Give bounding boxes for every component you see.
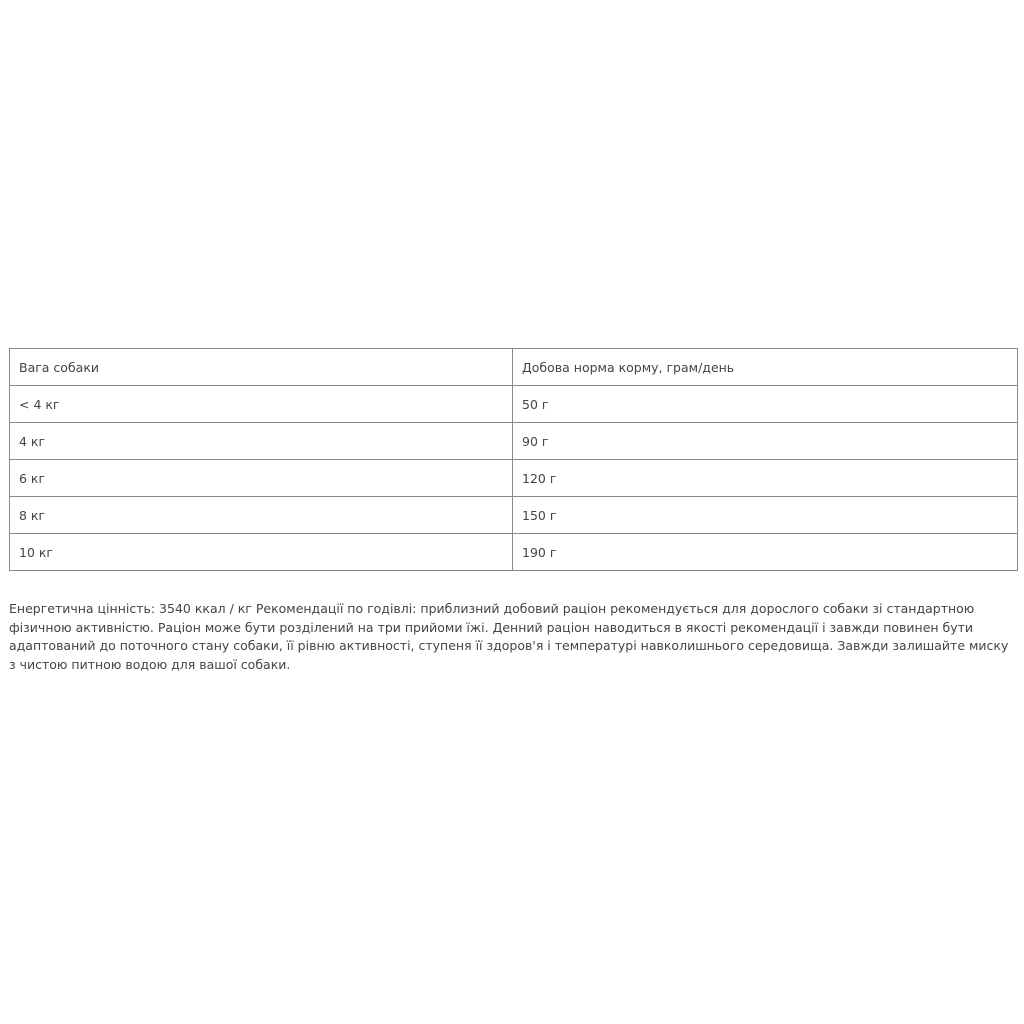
cell-portion: 120 г <box>513 460 1018 497</box>
cell-portion: 90 г <box>513 423 1018 460</box>
cell-portion: 150 г <box>513 497 1018 534</box>
cell-weight: 10 кг <box>10 534 513 571</box>
cell-weight: 6 кг <box>10 460 513 497</box>
table-row <box>10 423 1018 460</box>
table-row <box>10 534 1018 571</box>
header-dog-weight: Вага собаки <box>10 349 513 386</box>
cell-portion: 190 г <box>513 534 1018 571</box>
cell-weight: < 4 кг <box>10 386 513 423</box>
feeding-table <box>9 348 1018 571</box>
table-row <box>10 497 1018 534</box>
cell-weight: 4 кг <box>10 423 513 460</box>
header-daily-portion: Добова норма корму, грам/день <box>513 349 1018 386</box>
cell-weight: 8 кг <box>10 497 513 534</box>
table-row <box>10 386 1018 423</box>
feeding-description: Енергетична цінність: 3540 ккал / кг Рекомендації по годівлі: приблизний добовий раціон рекомендується для дорослого собаки зі стандартною фізичною активністю. Раціон може бути розділений на три прийоми їжі. Денний раціон наводиться в якості рекомендації і завжди повинен бути адаптований до поточного стану собаки, її рівню активності, ступеня її здоров'я і температурі навколишнього середовища. Завжди залишайте миску з чистою питною водою для вашої собаки. <box>9 601 1009 673</box>
table-row <box>10 460 1018 497</box>
table-header-row <box>10 349 1018 386</box>
cell-portion: 50 г <box>513 386 1018 423</box>
